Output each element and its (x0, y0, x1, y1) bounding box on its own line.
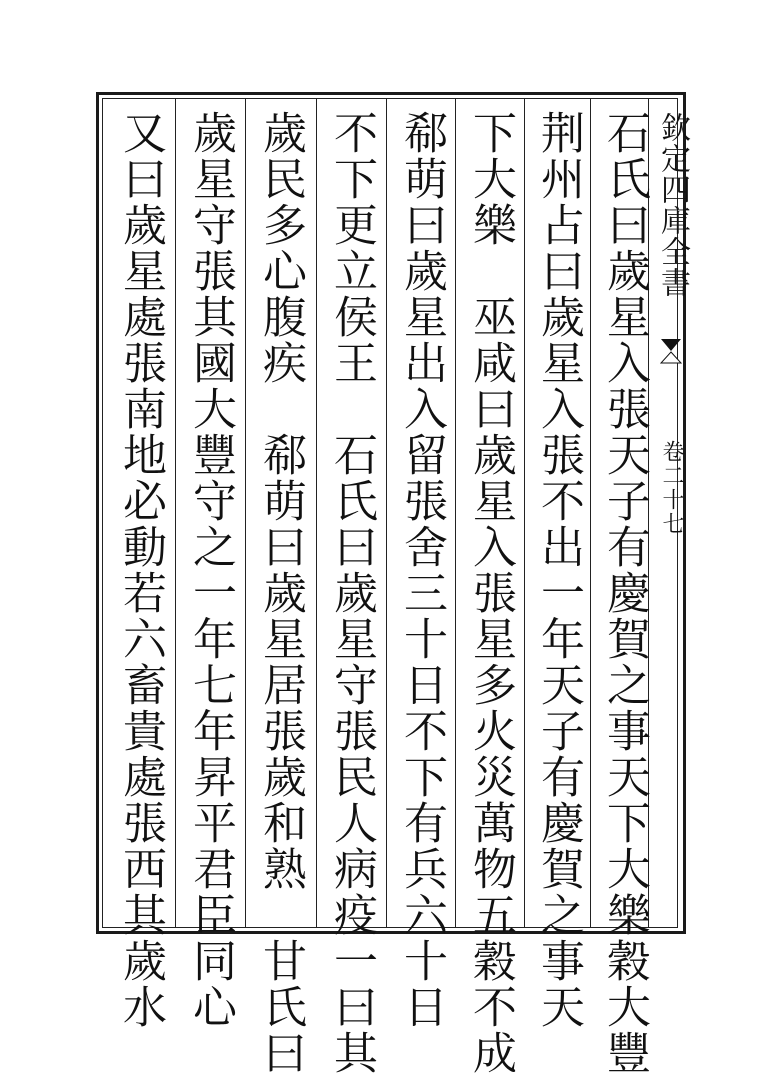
column-divider (175, 99, 176, 927)
fish-tail-mark-icon (660, 338, 682, 364)
column-divider (245, 99, 246, 927)
text-column-4: 郗萌曰歲星出入留張舍三十日不下有兵六十日 (396, 110, 447, 1030)
volume-label: 卷二十七 (659, 440, 684, 536)
column-divider (455, 99, 456, 927)
column-divider (386, 99, 387, 927)
text-column-5: 不下更立侯王 石氏曰歲星守張民人病疫一曰其 (326, 110, 377, 1076)
text-column-7: 歲星守張其國大豐守之一年七年昇平君臣同心 (185, 110, 236, 1030)
column-divider (524, 99, 525, 927)
text-column-3: 下大樂 巫咸曰歲星入張星多火災萬物五穀不成 (465, 110, 516, 1076)
column-divider (316, 99, 317, 927)
text-column-1: 石氏曰歲星入張天子有慶賀之事天下大樂穀大豐 (599, 110, 650, 1076)
text-column-8: 又曰歲星處張南地必動若六畜貴處張西其歲水 (115, 110, 166, 1030)
text-column-2: 荆州占曰歲星入張不出一年天子有慶賀之事天 (533, 110, 584, 1030)
text-column-6: 歲民多心腹疾 郗萌曰歲星居張歲和熟 甘氏曰 (255, 110, 306, 1076)
page-title: 欽定四庫全書 (655, 112, 690, 298)
column-divider (590, 99, 591, 927)
